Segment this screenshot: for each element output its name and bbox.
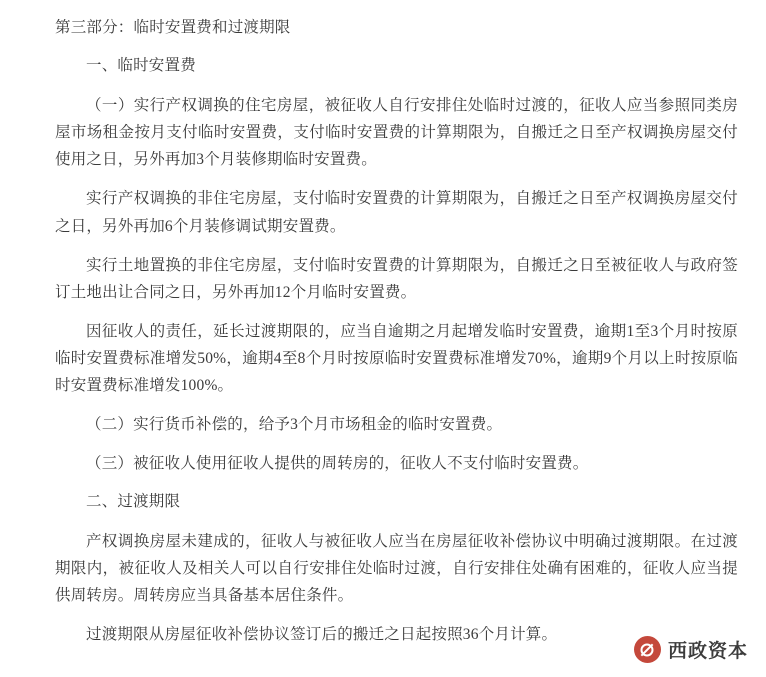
section-subheading-2: 二、过渡期限 xyxy=(86,492,181,510)
watermark-label: 西政资本 xyxy=(667,641,748,662)
section-subheading-1: 一、临时安置费 xyxy=(86,57,196,75)
paragraph-8: 过渡期限从房屋征收补偿协议签订后的搬迁之日起按照36个月计算。 xyxy=(86,625,558,643)
paragraph-2: 实行产权调换的非住宅房屋，支付临时安置费的计算期限为，自搬迁之日至产权调换房屋交付之日，另外再加6个月装修调试期安置费。 xyxy=(55,190,738,235)
watermark xyxy=(634,636,748,663)
paragraph-1: （一）实行产权调换的住宅房屋，被征收人自行安排住处临时过渡的，征收人应当参照同类房屋市场租金按月支付临时安置费，支付临时安置费的计算期限为，自搬迁之日至产权调换房屋交付使用之日，另外再加3个月装修期临时安置费。 xyxy=(55,97,738,169)
page-title: 第三部分：临时安置费和过渡期限 xyxy=(55,19,291,36)
paragraph-5: （二）实行货币补偿的，给予3个月市场租金的临时安置费。 xyxy=(86,416,503,434)
paragraph-4: 因征收人的责任，延长过渡期限的，应当自逾期之月起增发临时安置费，逾期1至3个月时按原临时安置费标准增发50%，逾期4至8个月时按原临时安置费标准增发70%，逾期9个月以上时按原临时安置费标准增发100%。 xyxy=(55,322,738,395)
paragraph-3: 实行土地置换的非住宅房屋，支付临时安置费的计算期限为，自搬迁之日至被征收人与政府签订土地出让合同之日，另外再加12个月临时安置费。 xyxy=(55,256,738,301)
paragraph-7: 产权调换房屋未建成的，征收人与被征收人应当在房屋征收补偿协议中明确过渡期限。在过渡期限内，被征收人及相关人可以自行安排住处临时过渡，自行安排住处确有困难的，征收人应当提供周转房。周转房应当具备基本居住条件。 xyxy=(55,532,738,604)
paragraph-6: （三）被征收人使用征收人提供的周转房的，征收人不支付临时安置费。 xyxy=(86,455,589,473)
circle-slash-logo-icon xyxy=(634,636,661,663)
